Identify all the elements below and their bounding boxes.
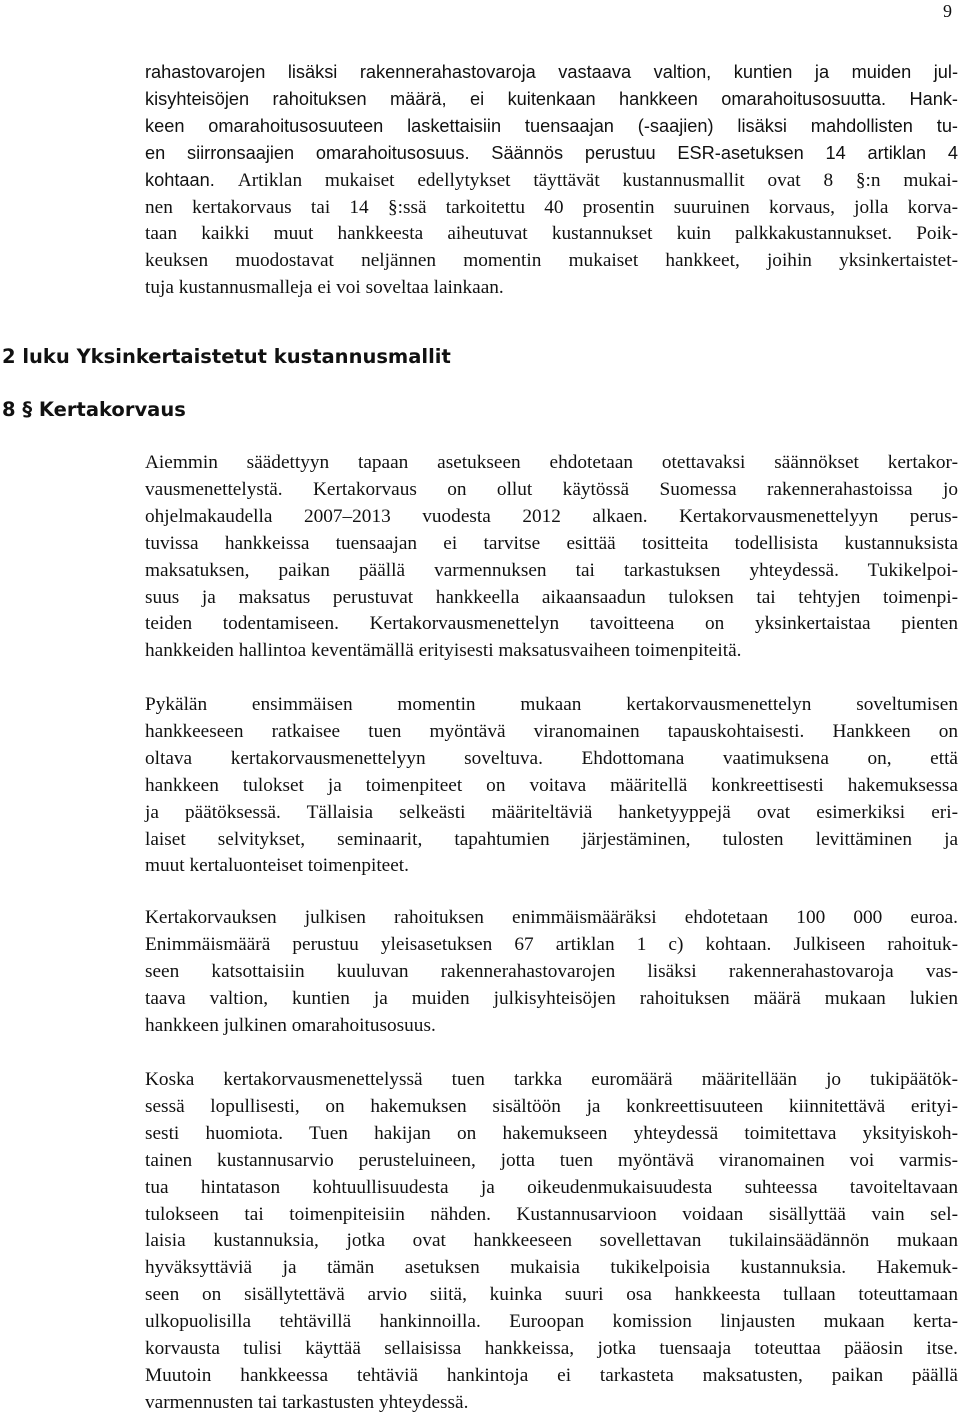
text-segment: Aiemmin säädettyyn tapaan asetukseen ehdotetaan otettavaksi säännökset kertakor- xyxy=(145,452,958,473)
text-segment: tuja kustannusmalleja ei voi soveltaa lainkaan. xyxy=(145,277,504,299)
text-line xyxy=(145,112,958,141)
text-line xyxy=(145,502,958,531)
text-segment: vausmenettelystä. Kertakorvaus on ollut käytössä Suomessa rakennerahastoissa jo xyxy=(145,478,958,500)
text-line xyxy=(145,139,958,168)
text-line xyxy=(145,58,958,87)
text-segment: kohtaan. xyxy=(145,169,238,190)
text-line xyxy=(145,1011,958,1040)
text-line xyxy=(145,957,958,986)
text-line xyxy=(145,1253,958,1282)
text-segment: sesti huomiota. Tuen hakijan on hakemukseen yhteydessä toimitettava yksityiskoh- xyxy=(145,1122,958,1144)
text-line xyxy=(145,1307,958,1336)
text-line xyxy=(145,1119,958,1148)
text-segment: korvausta tulisi käyttää sellaisissa hankkeissa, jotka tuensaaja toteuttaa pääosin itse. xyxy=(145,1338,958,1359)
text-segment: hyväksyttäviä ja tämän asetuksen mukaisia tukikelpoisia kustannuksia. Hakemuk- xyxy=(145,1257,958,1279)
text-line xyxy=(145,1146,958,1175)
text-segment: sessä lopullisesti, on hakemuksen sisältöön ja konkreettisuuteen kiinnitettävä erityi- xyxy=(145,1095,958,1117)
text-segment: tainen kustannusarvio perusteluineen, jotta tuen myöntävä viranomainen voi varmis- xyxy=(145,1149,958,1171)
text-line xyxy=(145,984,958,1013)
text-line xyxy=(145,529,958,558)
text-segment: ja päätöksessä. Tällaisia selkeästi määriteltäviä hanketyyppejä ovat esimerkiksi eri- xyxy=(145,801,958,823)
text-line xyxy=(145,193,958,222)
text-segment: Muutoin hankkeessa tehtäviä hankintoja ei tarkasteta maksatusten, paikan päällä xyxy=(145,1364,958,1386)
text-line xyxy=(145,609,958,638)
text-line xyxy=(145,219,958,248)
text-line xyxy=(145,1200,958,1229)
text-segment: kisyhteisöjen rahoituksen määrä, ei kuitenkaan hankkeen omarahoitusosuutta. Hank- xyxy=(145,88,958,109)
text-line xyxy=(145,1092,958,1121)
text-line xyxy=(145,690,958,719)
text-segment: Artiklan mukaiset edellytykset täyttävät kustannusmallit ovat 8 §:n mukai- xyxy=(237,169,958,191)
text-segment: seen on sisällytettävä arvio siitä, kuinka suuri osa hankkeesta tullaan toteuttamaan xyxy=(145,1284,958,1306)
text-segment: laiset selvitykset, seminaarit, tapahtumien järjestäminen, tulosten levittäminen ja xyxy=(145,828,958,850)
text-segment: ulkopuolisilla tehtävillä hankinnoilla. Euroopan komission linjausten mukaan kerta- xyxy=(145,1311,958,1333)
text-segment: varmennusten tai tarkastusten yhteydessä. xyxy=(145,1391,469,1413)
text-line xyxy=(145,851,958,880)
text-line xyxy=(145,903,958,932)
text-line xyxy=(145,1334,958,1363)
text-segment: keen omarahoitusosuuteen laskettaisiin tuensaajan (-saajien) lisäksi mahdollisten tu- xyxy=(145,115,958,136)
text-line xyxy=(145,556,958,585)
text-segment: tulokseen tai toimenpiteisiin nähden. Kustannusarvioon voidaan sisällyttää vain sel- xyxy=(145,1203,958,1225)
text-segment: muut kertaluonteiset toimenpiteet. xyxy=(145,855,409,877)
text-segment: hankkeen tulokset ja toimenpiteet on voitava määritellä konkreettisesti hakemuksessa xyxy=(145,774,958,796)
text-line xyxy=(145,798,958,827)
text-segment: teiden todentamiseen. Kertakorvausmenettelyn tavoitteena on yksinkertaistaa pienten xyxy=(145,613,958,635)
text-segment: taava valtion, kuntien ja muiden julkisyhteisöjen rahoituksen määrä mukaan lukien xyxy=(145,987,958,1009)
text-line xyxy=(145,930,958,959)
text-segment: tuvissa hankkeissa tuensaajan ei tarvitse esittää tositteita todellisista kustannuksista xyxy=(145,532,958,554)
text-segment: tua hintatason kohtuullisuudesta ja oikeudenmukaisuudesta suhteessa tavoiteltavaan xyxy=(145,1176,958,1198)
text-segment: en siirronsaajien omarahoitusosuus. Säännös perustuu ESR-asetuksen 14 artiklan 4 xyxy=(145,142,958,163)
text-segment: oltava kertakorvausmenettelyyn soveltuva. Ehdottomana vaatimuksena on, että xyxy=(145,747,958,769)
page-number: 9 xyxy=(943,1,952,21)
text-line xyxy=(145,744,958,773)
text-segment: maksatuksen, paikan päällä varmennuksen tai tarkastuksen yhteydessä. Tukikelpoi- xyxy=(145,559,958,581)
text-segment: taan kaikki muut hankkeesta aiheutuvat kustannukset kuin palkkakustannukset. Poik- xyxy=(145,223,958,245)
text-line xyxy=(145,636,958,665)
chapter-heading: 2 luku Yksinkertaistetut kustannusmallit xyxy=(2,345,451,368)
text-segment: keuksen muodostavat neljännen momentin mukaiset hankkeet, joihin yksinkertaistet- xyxy=(145,250,958,272)
text-line xyxy=(145,583,958,612)
text-line xyxy=(145,448,958,477)
text-segment: laisia kustannuksia, jotka ovat hankkeeseen sovellettavan tukilainsäädännön mukaan xyxy=(145,1230,958,1252)
text-line xyxy=(145,166,958,195)
text-segment: ohjelmakaudella 2007–2013 vuodesta 2012 alkaen. Kertakorvausmenettelyyn perus- xyxy=(145,505,958,527)
text-line xyxy=(145,771,958,800)
text-line xyxy=(145,1280,958,1309)
text-segment: suus ja maksatus perustuvat hankkeella aikaansaadun tuloksen tai tehtyjen toimenpi- xyxy=(145,586,958,608)
text-segment: Kertakorvauksen julkisen rahoituksen enimmäismääräksi ehdotetaan 100 000 euroa. xyxy=(145,907,958,928)
text-line xyxy=(145,273,958,302)
text-line xyxy=(145,825,958,854)
text-line xyxy=(145,1173,958,1202)
text-segment: hankkeeseen ratkaisee tuen myöntävä viranomainen tapauskohtaisesti. Hankkeen on xyxy=(145,720,958,742)
text-line xyxy=(145,246,958,275)
text-segment: rahastovarojen lisäksi rakennerahastovaroja vastaava valtion, kuntien ja muiden jul- xyxy=(145,62,958,82)
text-segment: seen katsottaisiin kuuluvan rakennerahastovarojen lisäksi rakennerahastovaroja vas- xyxy=(145,960,958,982)
text-line xyxy=(145,475,958,504)
text-line xyxy=(145,1388,958,1417)
section-heading: 8 § Kertakorvaus xyxy=(2,398,186,421)
text-segment: nen kertakorvaus tai 14 §:ssä tarkoitettu 40 prosentin suuruinen korvaus, jolla korva- xyxy=(145,196,958,218)
text-segment: Enimmäismäärä perustuu yleisasetuksen 67 artiklan 1 c) kohtaan. Julkiseen rahoituk- xyxy=(145,933,958,955)
text-line xyxy=(145,1065,958,1094)
text-line xyxy=(145,717,958,746)
text-line xyxy=(145,1361,958,1390)
text-segment: hankkeen julkinen omarahoitusosuus. xyxy=(145,1014,436,1036)
text-line xyxy=(145,1226,958,1255)
text-line xyxy=(145,85,958,114)
text-segment: Pykälän ensimmäisen momentin mukaan kertakorvausmenettelyn soveltumisen xyxy=(145,694,958,715)
text-segment: Koska kertakorvausmenettelyssä tuen tarkka euromäärä määritellään jo tukipäätök- xyxy=(145,1069,958,1090)
text-segment: hankkeiden hallintoa keventämällä erityisesti maksatusvaiheen toimenpiteitä. xyxy=(145,640,742,662)
